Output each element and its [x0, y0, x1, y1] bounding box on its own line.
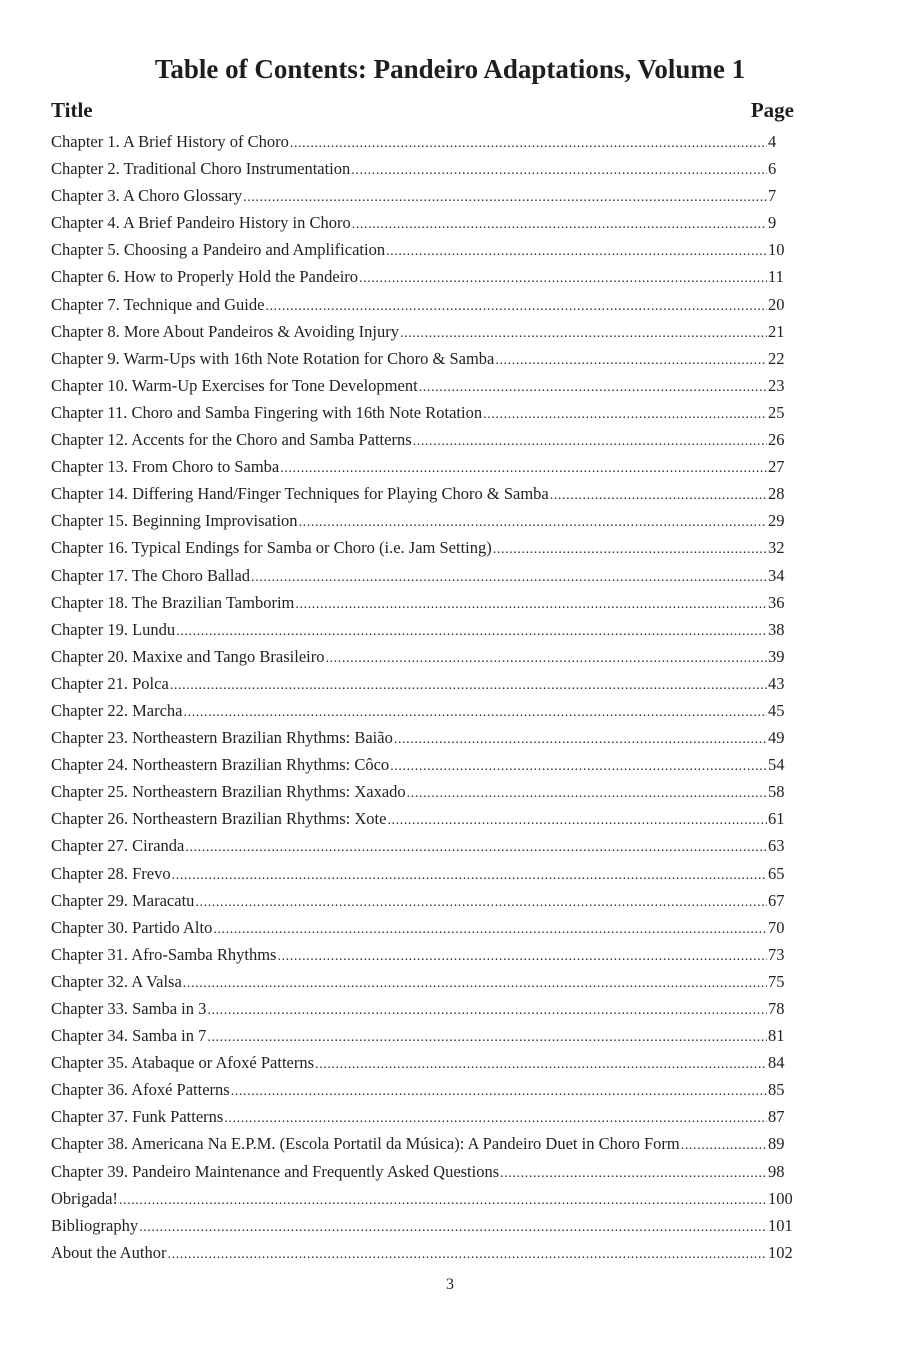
toc-entry[interactable] [51, 399, 794, 426]
toc-entry[interactable] [51, 128, 794, 155]
dot-leader [495, 347, 767, 372]
page-title: Table of Contents: Pandeiro Adaptations, Volume 1 [154, 54, 746, 84]
dot-leader [290, 130, 767, 155]
toc-entry[interactable] [51, 182, 794, 209]
toc-entry-title: Chapter 17. The Choro Ballad [51, 565, 251, 585]
toc-entry[interactable] [51, 914, 794, 941]
dot-leader [280, 455, 767, 480]
toc-entry-page: 28 [768, 484, 785, 504]
toc-entry-page: 27 [768, 457, 785, 477]
toc-entry[interactable] [51, 1049, 794, 1076]
toc-entry-page: 25 [768, 402, 785, 422]
toc-entry[interactable] [51, 318, 794, 345]
dot-leader [185, 834, 767, 859]
toc-entry-title: Chapter 36. Afoxé Patterns [51, 1080, 230, 1100]
toc-entry-page: 87 [768, 1107, 785, 1127]
toc-entry-page: 81 [768, 1026, 785, 1046]
toc-entry-title: Chapter 31. Afro-Samba Rhythms [51, 944, 277, 964]
toc-entry-title: About the Author [51, 1242, 167, 1262]
toc-entry-page: 23 [768, 375, 785, 395]
toc-entry-page: 36 [768, 592, 785, 612]
dot-leader [359, 265, 767, 290]
toc-entry-page: 54 [768, 755, 785, 775]
toc-entry[interactable] [51, 372, 794, 399]
toc-entry-title: Chapter 28. Frevo [51, 863, 171, 883]
dot-leader [400, 320, 767, 345]
toc-entry-page: 98 [768, 1161, 785, 1181]
dot-leader [183, 970, 767, 995]
dot-leader [251, 564, 767, 589]
toc-entry[interactable] [51, 562, 794, 589]
dot-leader [207, 1024, 767, 1049]
dot-leader [483, 401, 767, 426]
toc-entry[interactable] [51, 589, 794, 616]
toc-entry[interactable] [51, 968, 794, 995]
toc-entry[interactable] [51, 832, 794, 859]
toc-entry[interactable] [51, 263, 794, 290]
toc-entry-page: 102 [768, 1242, 793, 1262]
dot-leader [231, 1078, 767, 1103]
toc-entry-page: 22 [768, 348, 785, 368]
toc-entry-page: 49 [768, 728, 785, 748]
dot-leader [413, 428, 767, 453]
dot-leader [394, 726, 767, 751]
toc-entry[interactable] [51, 805, 794, 832]
toc-entry-title: Chapter 22. Marcha [51, 700, 183, 720]
toc-entry-title: Chapter 3. A Choro Glossary [51, 186, 243, 206]
toc-entry-page: 32 [768, 538, 785, 558]
toc-entry-page: 84 [768, 1053, 785, 1073]
dot-leader [681, 1132, 767, 1157]
toc-entry-title: Chapter 10. Warm-Up Exercises for Tone Development [51, 375, 418, 395]
toc-entry-page: 43 [768, 673, 785, 693]
dot-leader [550, 482, 767, 507]
toc-entry-page: 73 [768, 944, 785, 964]
dot-leader [207, 997, 767, 1022]
toc-entry-page: 34 [768, 565, 785, 585]
dot-leader [493, 536, 767, 561]
toc-entry[interactable] [51, 1185, 794, 1212]
toc-entry[interactable] [51, 887, 794, 914]
toc-entry[interactable] [51, 670, 794, 697]
toc-entry[interactable] [51, 860, 794, 887]
toc-entry-title: Chapter 6. How to Properly Hold the Pandeiro [51, 267, 359, 287]
toc-entry-page: 10 [768, 240, 785, 260]
toc-entry-page: 65 [768, 863, 785, 883]
toc-entry-title: Chapter 34. Samba in 7 [51, 1026, 207, 1046]
toc-entry-title: Chapter 37. Funk Patterns [51, 1107, 224, 1127]
toc-entry-page: 20 [768, 294, 785, 314]
toc-entry-page: 21 [768, 321, 785, 341]
toc-entry-title: Chapter 24. Northeastern Brazilian Rhythms: Côco [51, 755, 390, 775]
toc-entry[interactable] [51, 534, 794, 561]
dot-leader [139, 1214, 767, 1239]
toc-entry-title: Chapter 32. A Valsa [51, 971, 182, 991]
toc-entry-title: Chapter 21. Polca [51, 673, 169, 693]
toc-entry-page: 29 [768, 511, 785, 531]
toc-entry-page: 39 [768, 646, 785, 666]
toc-entry-page: 11 [768, 267, 784, 287]
toc-entry-title: Chapter 4. A Brief Pandeiro History in Choro [51, 213, 351, 233]
toc-entry-title: Chapter 2. Traditional Choro Instrumentation [51, 159, 351, 179]
dot-leader [243, 184, 767, 209]
dot-leader [265, 293, 767, 318]
toc-entry-title: Chapter 30. Partido Alto [51, 917, 213, 937]
toc-entry[interactable] [51, 426, 794, 453]
toc-entry-title: Chapter 11. Choro and Samba Fingering with 16th Note Rotation [51, 402, 483, 422]
dot-leader [168, 1241, 768, 1266]
toc-entry-page: 67 [768, 890, 785, 910]
toc-entry-page: 63 [768, 836, 785, 856]
toc-entry[interactable] [51, 995, 794, 1022]
title-column-header: Title [51, 98, 93, 122]
toc-entry-page: 7 [768, 186, 777, 206]
dot-leader [299, 509, 767, 534]
toc-entry-page: 4 [768, 132, 777, 151]
toc-entry-title: Chapter 7. Technique and Guide [51, 294, 265, 314]
toc-entry[interactable] [51, 155, 794, 182]
toc-entry-page: 100 [768, 1188, 793, 1208]
toc-entry-title: Chapter 13. From Choro to Samba [51, 457, 280, 477]
toc-entry[interactable] [51, 209, 794, 236]
toc-entry-title: Chapter 26. Northeastern Brazilian Rhythms: Xote [51, 809, 387, 829]
table-of-contents [51, 128, 794, 1266]
toc-entry-page: 85 [768, 1080, 785, 1100]
toc-entry-title: Bibliography [51, 1215, 139, 1235]
toc-entry[interactable] [51, 697, 794, 724]
toc-entry[interactable] [51, 724, 794, 751]
dot-leader [500, 1160, 767, 1185]
toc-entry[interactable] [51, 1212, 794, 1239]
dot-leader [184, 699, 768, 724]
toc-entry[interactable] [51, 1158, 794, 1185]
toc-entry[interactable] [51, 751, 794, 778]
toc-entry-title: Chapter 33. Samba in 3 [51, 999, 207, 1018]
toc-entry-page: 89 [768, 1134, 785, 1154]
toc-entry-page: 26 [768, 430, 785, 450]
toc-entry-page: 61 [768, 809, 785, 829]
page-number: 3 [446, 1276, 454, 1293]
toc-entry-title: Chapter 9. Warm-Ups with 16th Note Rotation for Choro & Samba [51, 348, 495, 368]
toc-entry-title: Chapter 14. Differing Hand/Finger Techniques for Playing Choro & Samba [51, 484, 549, 504]
toc-entry-page: 45 [768, 700, 785, 720]
toc-entry[interactable] [51, 643, 794, 670]
toc-entry-title: Chapter 12. Accents for the Choro and Samba Patterns [51, 430, 412, 450]
toc-entry-title: Chapter 20. Maxixe and Tango Brasileiro [51, 646, 325, 666]
dot-leader [176, 618, 767, 643]
toc-entry[interactable] [51, 480, 794, 507]
toc-entry[interactable] [51, 345, 794, 372]
toc-entry-title: Chapter 5. Choosing a Pandeiro and Amplification [51, 240, 386, 260]
toc-entry-title: Chapter 27. Ciranda [51, 836, 185, 856]
toc-entry[interactable] [51, 291, 794, 318]
dot-leader [419, 374, 767, 399]
toc-entry-title: Chapter 39. Pandeiro Maintenance and Frequently Asked Questions [51, 1161, 500, 1181]
toc-entry-page: 101 [768, 1215, 793, 1235]
toc-entry[interactable] [51, 941, 794, 968]
dot-leader [407, 780, 767, 805]
dot-leader [119, 1187, 767, 1212]
toc-entry[interactable] [51, 1022, 794, 1049]
dot-leader [325, 645, 767, 670]
toc-entry[interactable] [51, 453, 794, 480]
toc-entry-title: Chapter 25. Northeastern Brazilian Rhythms: Xaxado [51, 782, 406, 802]
dot-leader [295, 591, 767, 616]
toc-entry-title: Chapter 35. Atabaque or Afoxé Patterns [51, 1053, 315, 1073]
dot-leader [387, 807, 767, 832]
toc-entry[interactable] [51, 616, 794, 643]
toc-entry-title: Chapter 19. Lundu [51, 619, 176, 639]
dot-leader [351, 157, 767, 182]
dot-leader [213, 916, 767, 941]
dot-leader [195, 889, 767, 914]
dot-leader [315, 1051, 767, 1076]
toc-entry-title: Chapter 16. Typical Endings for Samba or Choro (i.e. Jam Setting) [51, 538, 492, 558]
dot-leader [386, 238, 767, 263]
toc-entry[interactable] [51, 1103, 794, 1130]
toc-entry-page: 58 [768, 782, 785, 802]
toc-entry-page: 6 [768, 159, 777, 179]
toc-entry-page: 75 [768, 971, 785, 991]
toc-column-headers [51, 96, 794, 124]
dot-leader [170, 672, 767, 697]
toc-entry[interactable] [51, 236, 794, 263]
dot-leader [390, 753, 767, 778]
toc-entry[interactable] [51, 507, 794, 534]
dot-leader [172, 862, 767, 887]
dot-leader [352, 211, 767, 236]
toc-entry-page: 70 [768, 917, 785, 937]
toc-entry[interactable] [51, 1239, 794, 1266]
toc-entry[interactable] [51, 1130, 794, 1157]
toc-entry[interactable] [51, 1076, 794, 1103]
toc-entry-page: 78 [768, 999, 785, 1018]
dot-leader [277, 943, 767, 968]
toc-entry[interactable] [51, 778, 794, 805]
toc-entry-title: Chapter 1. A Brief History of Choro [51, 132, 289, 151]
toc-entry-title: Chapter 15. Beginning Improvisation [51, 511, 298, 531]
toc-entry-title: Chapter 18. The Brazilian Tamborim [51, 592, 295, 612]
dot-leader [224, 1105, 767, 1130]
toc-entry-page: 38 [768, 619, 785, 639]
toc-entry-title: Chapter 23. Northeastern Brazilian Rhythms: Baião [51, 728, 393, 748]
toc-entry-title: Chapter 38. Americana Na E.P.M. (Escola Portatil da Música): A Pandeiro Duet in Choro Form [51, 1134, 680, 1154]
toc-entry-title: Obrigada! [51, 1188, 118, 1208]
toc-entry-page: 9 [768, 213, 777, 233]
page-column-header: Page [750, 98, 794, 122]
toc-entry-title: Chapter 8. More About Pandeiros & Avoiding Injury [51, 321, 399, 341]
toc-entry-title: Chapter 29. Maracatu [51, 890, 195, 910]
